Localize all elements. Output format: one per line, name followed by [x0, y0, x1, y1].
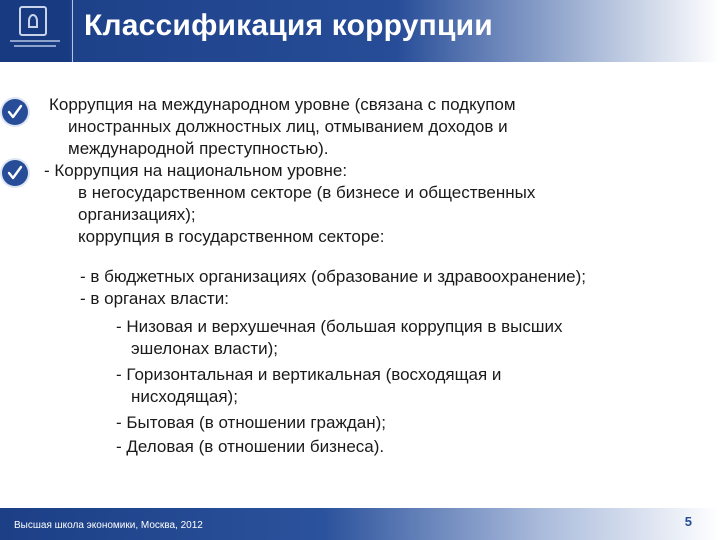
body-line: иностранных должностных лиц, отмыванием доходов и [68, 117, 508, 136]
slide-title: Классификация коррупции [84, 9, 493, 42]
hse-emblem-icon [19, 6, 47, 36]
checkmark-icon [2, 160, 28, 186]
footer-caption: Высшая школа экономики, Москва, 2012 [14, 520, 203, 531]
logo-caption-line [14, 45, 56, 47]
page-number: 5 [684, 514, 692, 529]
body-line-budget: - в бюджетных организациях (образование и здравоохранение); [80, 267, 587, 286]
body-line: - Горизонтальная и вертикальная (восходящая и [116, 365, 502, 384]
body-line: - Деловая (в отношении бизнеса). [116, 437, 385, 456]
body-line: эшелонах власти); [131, 339, 279, 358]
slide-footer [0, 508, 720, 540]
body-line: - Бытовая (в отношении граждан); [116, 413, 386, 432]
checkmark-icon [2, 99, 28, 125]
body-line: организациях); [78, 205, 196, 224]
body-line: нисходящая); [131, 387, 238, 406]
slide-header [0, 0, 720, 62]
body-line-international: Коррупция на международном уровне (связана с подкупом [49, 95, 516, 114]
logo-caption-line [10, 40, 60, 42]
body-line: в негосударственном секторе (в бизнесе и общественных [78, 183, 536, 202]
body-line: международной преступностью). [68, 139, 329, 158]
body-line: - Низовая и верхушечная (большая коррупция в высших [116, 317, 563, 336]
body-line: коррупция в государственном секторе: [78, 227, 385, 246]
header-divider [72, 0, 73, 62]
body-line-national: - Коррупция на национальном уровне: [44, 161, 348, 180]
body-line-authorities: - в органах власти: [80, 289, 229, 308]
hse-logo [0, 0, 70, 62]
